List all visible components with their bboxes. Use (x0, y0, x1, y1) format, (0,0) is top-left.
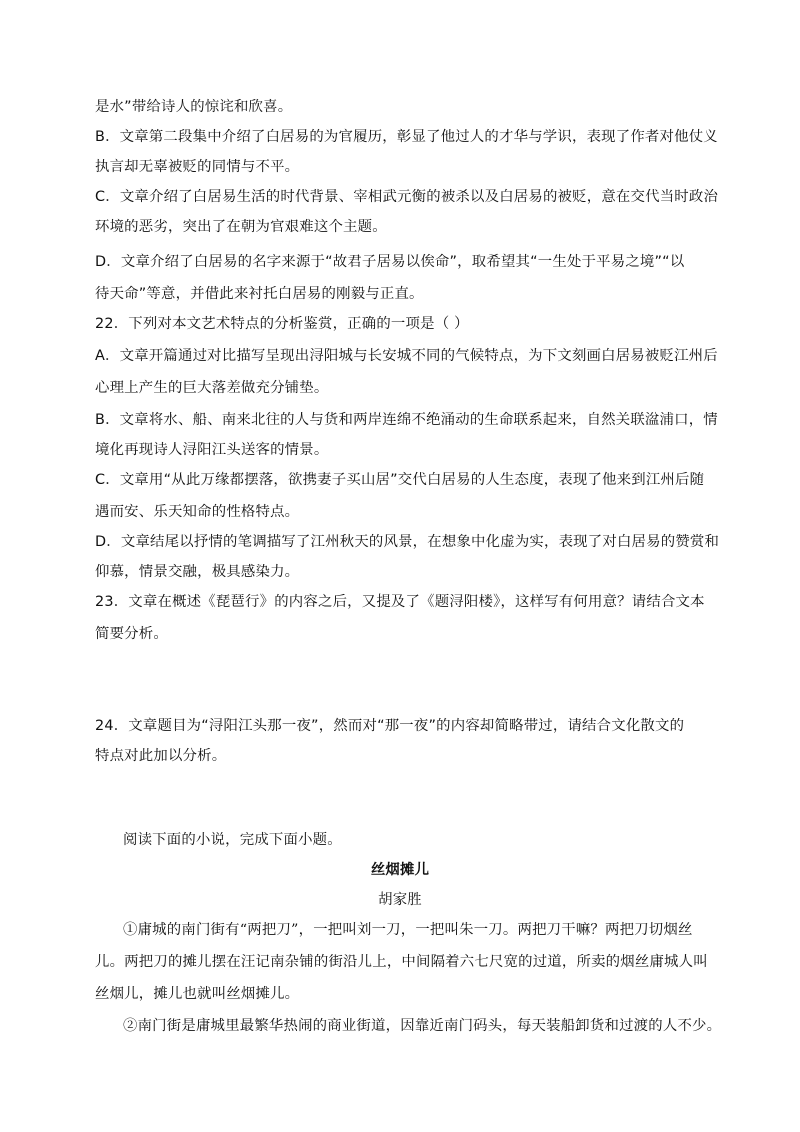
story-author: 胡家胜 (378, 892, 422, 908)
q22-option-d-line2: 仰慕，情景交融，极具感染力。 (95, 564, 300, 580)
q21-option-c-line1: C．文章介绍了白居易生活的时代背景、宰相武元衡的被杀以及白居易的被贬，意在交代当时政治 (95, 189, 719, 205)
question-23-line2: 简要分析。 (95, 626, 168, 642)
reading-instruction: 阅读下面的小说，完成下面小题。 (123, 832, 342, 848)
story-paragraph-1-line1: ①庸城的南门街有“两把刀”，一把叫刘一刀，一把叫朱一刀。两把刀干嘛？两把刀切烟丝 (123, 922, 693, 938)
question-23-line1: 23．文章在概述《琵琶行》的内容之后，又提及了《题浔阳楼》，这样写有何用意？请结合文本 (95, 594, 705, 610)
q22-option-a-line2: 心理上产生的巨大落差做充分铺垫。 (95, 380, 329, 396)
story-paragraph-2-line1: ②南门街是庸城里最繁华热闹的商业街道，因靠近南门码头，每天装船卸货和过渡的人不少。 (123, 1018, 722, 1034)
q22-option-d-line1: D．文章结尾以抒情的笔调描写了江州秋天的风景，在想象中化虚为实，表现了对白居易的赞赏和 (95, 534, 720, 550)
q22-option-b-line2: 境化再现诗人浔阳江头送客的情景。 (95, 442, 329, 458)
story-paragraph-1-line3: 丝烟儿，摊儿也就叫丝烟摊儿。 (95, 986, 300, 1002)
option-a-continuation-line: 是水”带给诗人的惊诧和欣喜。 (95, 99, 293, 115)
q22-option-a-line1: A．文章开篇通过对比描写呈现出浔阳城与长安城不同的气候特点，为下文刻画白居易被贬江州后 (95, 348, 718, 364)
q22-option-c-line2: 遇而安、乐天知命的性格特点。 (95, 504, 300, 520)
question-24-line1: 24．文章题目为“浔阳江头那一夜”，然而对“那一夜”的内容却简略带过，请结合文化散文的 (95, 718, 685, 734)
q22-option-b-line1: B．文章将水、船、南来北往的人与货和两岸连绵不绝涌动的生命联系起来，自然关联湓浦口，情 (95, 412, 718, 428)
question-24-line2: 特点对此加以分析。 (95, 748, 227, 764)
question-22-stem: 22．下列对本文艺术特点的分析鉴赏，正确的一项是（ ） (95, 316, 469, 332)
q21-option-d-line1: D．文章介绍了白居易的名字来源于“故君子居易以俟命”，取希望其“一生处于平易之境”“以 (95, 254, 685, 270)
q22-option-c-line1: C．文章用“从此万缘都摆落，欲携妻子买山居”交代白居易的人生态度，表现了他来到江州后随 (95, 472, 705, 488)
q21-option-b-line2: 执言却无辜被贬的同情与不平。 (95, 159, 300, 175)
story-title: 丝烟摊儿 (370, 861, 430, 878)
q21-option-d-line2: 待天命”等意，并借此来衬托白居易的刚毅与正直。 (95, 286, 424, 302)
q21-option-c-line2: 环境的恶劣，突出了在朝为官艰难这个主题。 (95, 219, 387, 235)
q21-option-b-line1: B．文章第二段集中介绍了白居易的为官履历，彰显了他过人的才华与学识，表现了作者对他仗义 (95, 129, 718, 145)
story-paragraph-1-line2: 儿。两把刀的摊儿摆在汪记南杂铺的街沿儿上，中间隔着六七尺宽的过道，所卖的烟丝庸城人叫 (95, 954, 708, 970)
